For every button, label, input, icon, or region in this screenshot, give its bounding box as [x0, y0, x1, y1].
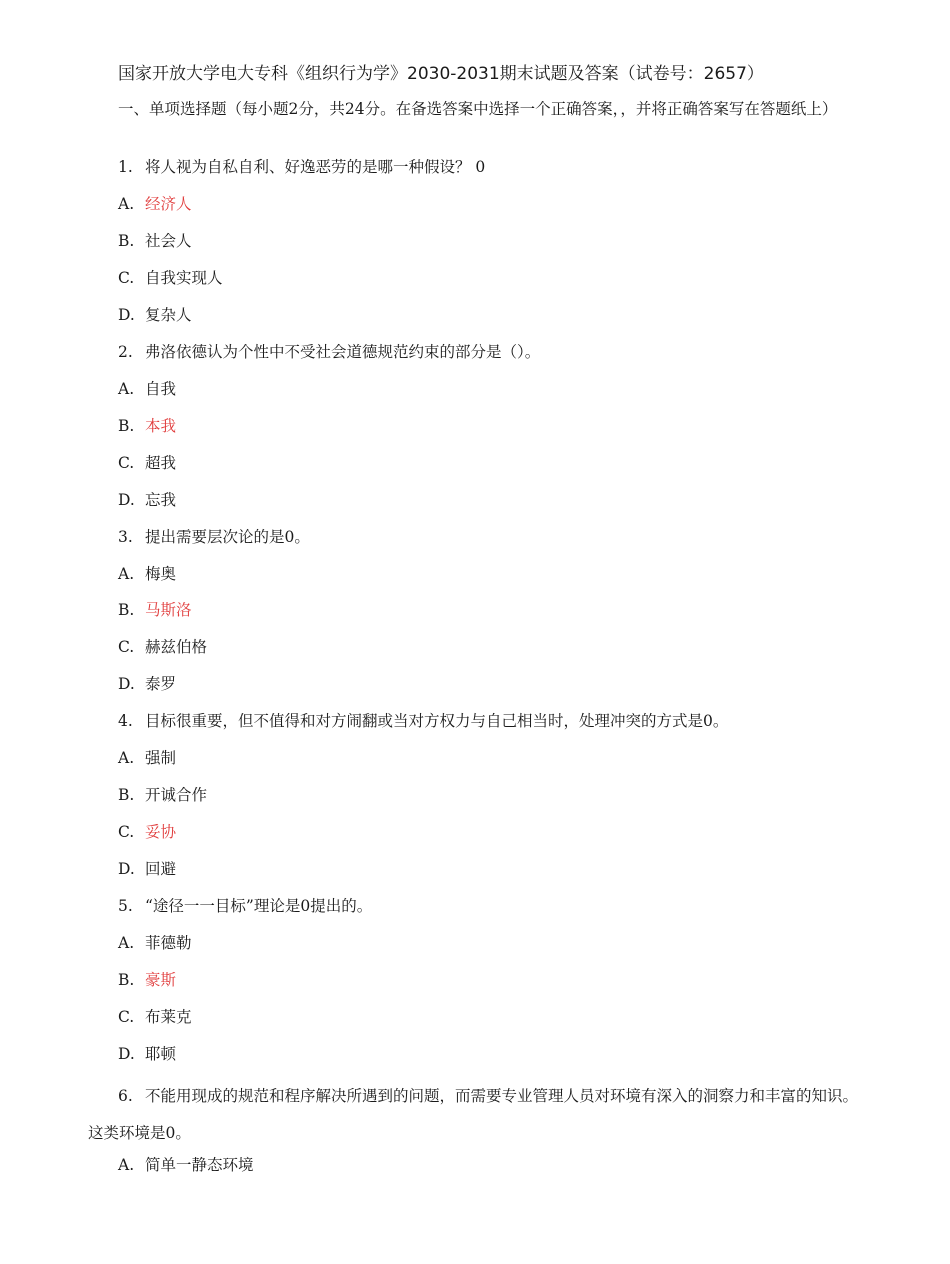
question-text: 将人视为自私自利、好逸恶劳的是哪一种假设？ 0 [145, 158, 486, 176]
option-letter: C. [118, 823, 135, 841]
question-5-option-b [118, 970, 176, 990]
option-letter: C. [118, 269, 135, 287]
question-number: 2. [118, 343, 133, 361]
option-letter: B. [118, 786, 135, 804]
question-3-option-a [118, 564, 176, 584]
option-letter: D. [118, 860, 135, 878]
question-number: 3. [118, 528, 133, 546]
option-text-correct: 经济人 [145, 195, 192, 213]
question-text: “途径一一目标”理论是0提出的。 [145, 897, 373, 915]
option-letter: A. [118, 565, 135, 583]
option-letter: A. [118, 1156, 135, 1174]
option-letter: A. [118, 934, 135, 952]
option-text: 超我 [145, 454, 177, 472]
question-5-option-a [118, 933, 192, 953]
option-letter: C. [118, 1008, 135, 1026]
question-1-option-b [118, 231, 192, 251]
option-text-correct: 豪斯 [145, 971, 177, 989]
document-title: 国家开放大学电大专科《组织行为学》2030-2031期末试题及答案（试卷号：2657） [118, 64, 764, 84]
option-text: 布莱克 [145, 1008, 192, 1026]
option-letter: B. [118, 417, 135, 435]
option-letter: A. [118, 380, 135, 398]
question-number: 5. [118, 897, 133, 915]
question-text: 不能用现成的规范和程序解决所遇到的问题，而需要专业管理人员对环境有深入的洞察力和丰富的知识。这类环境是0。 [88, 1087, 859, 1142]
question-2-option-b [118, 416, 176, 436]
question-4 [118, 711, 728, 731]
question-1 [118, 157, 485, 177]
option-text-correct: 本我 [145, 417, 177, 435]
question-2-option-d [118, 490, 176, 510]
option-text: 泰罗 [145, 675, 177, 693]
question-4-option-c [118, 822, 176, 842]
option-letter: D. [118, 675, 135, 693]
option-text: 简单一静态环境 [145, 1156, 254, 1174]
option-letter: D. [118, 491, 135, 509]
question-text: 弗洛依德认为个性中不受社会道德规范约束的部分是（）。 [145, 343, 541, 361]
option-text: 复杂人 [145, 306, 192, 324]
question-6-option-a [118, 1155, 254, 1175]
option-text-correct: 马斯洛 [145, 601, 192, 619]
question-4-option-d [118, 859, 176, 879]
option-letter: A. [118, 749, 135, 767]
question-text: 提出需要层次论的是0。 [145, 528, 310, 546]
option-text: 忘我 [145, 491, 177, 509]
question-number: 6. [118, 1087, 133, 1105]
option-letter: D. [118, 1045, 135, 1063]
option-text: 强制 [145, 749, 177, 767]
option-text: 社会人 [145, 232, 192, 250]
question-2-option-c [118, 453, 176, 473]
question-4-option-a [118, 748, 176, 768]
option-letter: D. [118, 306, 135, 324]
question-number: 4. [118, 712, 133, 730]
option-text: 耶顿 [145, 1045, 177, 1063]
question-1-option-c [118, 268, 223, 288]
question-text: 目标很重要，但不值得和对方闹翻或当对方权力与自己相当时，处理冲突的方式是0。 [145, 712, 729, 730]
question-5 [118, 896, 372, 916]
option-text: 自我实现人 [145, 269, 223, 287]
question-3-option-d [118, 674, 176, 694]
question-4-option-b [118, 785, 207, 805]
option-text: 自我 [145, 380, 177, 398]
option-letter: B. [118, 971, 135, 989]
question-number: 1. [118, 158, 133, 176]
question-6 [88, 1078, 858, 1152]
question-5-option-d [118, 1044, 176, 1064]
option-text: 赫兹伯格 [145, 638, 208, 656]
option-text: 梅奥 [145, 565, 177, 583]
option-text-correct: 妥协 [145, 823, 177, 841]
question-5-option-c [118, 1007, 192, 1027]
question-3-option-c [118, 637, 207, 657]
question-1-option-a [118, 194, 192, 214]
question-2 [118, 342, 540, 362]
question-2-option-a [118, 379, 176, 399]
option-letter: C. [118, 638, 135, 656]
option-text: 开诚合作 [145, 786, 208, 804]
question-3-option-b [118, 600, 192, 620]
section-heading: 一、单项选择题（每小题2分，共24分。在备选答案中选择一个正确答案，，并将正确答案写在答题纸上） [118, 100, 838, 118]
question-1-option-d [118, 305, 192, 325]
question-3 [118, 527, 310, 547]
option-letter: B. [118, 601, 135, 619]
option-text: 回避 [145, 860, 177, 878]
option-letter: C. [118, 454, 135, 472]
option-letter: A. [118, 195, 135, 213]
option-letter: B. [118, 232, 135, 250]
option-text: 菲德勒 [145, 934, 192, 952]
